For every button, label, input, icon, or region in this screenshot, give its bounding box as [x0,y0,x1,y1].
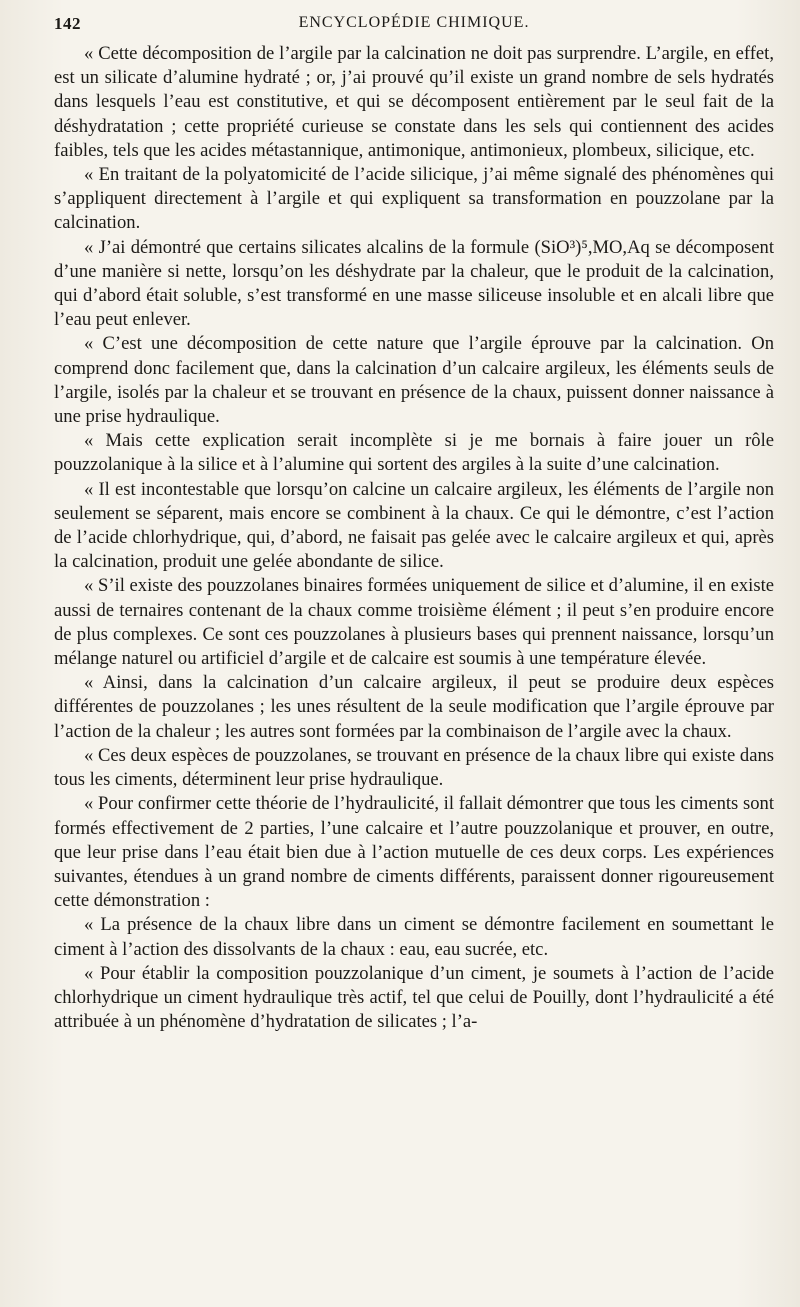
paragraph: « Mais cette explication serait incomplète si je me bornais à faire jouer un rôle pouzzolanique à la silice et à l’alumine qui sortent des argiles à la suite d’une calcination. [54,430,774,476]
paragraph: « En traitant de la polyatomicité de l’acide silicique, j’ai même signalé des phénomènes qui s’appliquent directement à l’argile et qui expliquent sa transformation en pouzzolane par la calcination. [54,164,774,234]
paragraph: « Pour établir la composition pouzzolanique d’un ciment, je soumets à l’action de l’acide chlorhydrique un ciment hydraulique très actif, tel que celui de Pouilly, dont l’hydraulicité a été attribuée à un phénomène d’hydratation de silicates ; l’a- [54,962,774,1033]
page-number: 142 [54,14,81,33]
body-text [54,42,774,1034]
paragraph: « S’il existe des pouzzolanes binaires formées uniquement de silice et d’alumine, il en existe aussi de ternaires contenant de la chaux comme troisième élément ; il peut s’en produire encore de plus complexes. Ce sont ces pouzzolanes à plusieurs bases qui prennent naissance, lorsqu’un mélange naturel ou artificiel d’argile et de calcaire est soumis à une température élevée. [54,575,774,670]
paragraph: « J’ai démontré que certains silicates alcalins de la formule (SiO³)⁵,MO,Aq se décomposent d’une manière si nette, lorsqu’on les déshydrate par la chaleur, que le produit de la calcination, qui d’abord était soluble, s’est transformé en une masse siliceuse insoluble et en alcali libre que l’eau peut enlever. [54,236,774,331]
paragraph: « Il est incontestable que lorsqu’on calcine un calcaire argileux, les éléments de l’argile non seulement se séparent, mais encore se combinent à la chaux. Ce qui le démontre, c’est l’action de l’acide chlorhydrique, qui, d’abord, ne faisait pas gelée avec le calcaire argileux et qui, après la calcination, produit une gelée abondante de silice. [54,478,774,573]
paragraph: « La présence de la chaux libre dans un ciment se démontre facilement en soumettant le ciment à l’action des dissolvants de la chaux : eau, eau sucrée, etc. [54,914,774,960]
running-title: ENCYCLOPÉDIE CHIMIQUE. [298,14,530,31]
paragraph: « Cette décomposition de l’argile par la calcination ne doit pas surprendre. L’argile, en effet, est un silicate d’alumine hydraté ; or, j’ai prouvé qu’il existe un grand nombre de sels hydratés dans lesquels l’eau est constitutive, et qui se décomposent entièrement par le seul fait de la déshydratation ; cette propriété curieuse se constate dans les sels qui contiennent des acides faibles, tels que les acides métastannique, antimonique, antimonieux, plombeux, silicique, etc. [54,43,774,161]
paragraph: « Pour confirmer cette théorie de l’hydraulicité, il fallait démontrer que tous les ciments sont formés effectivement de 2 parties, l’une calcaire et l’autre pouzzolanique et prouver, en outre, que leur prise dans l’eau était bien due à l’action mutuelle de ces deux corps. Les expériences suivantes, étendues à un grand nombre de ciments différents, paraissent donner rigoureusement cette démonstration : [54,793,774,912]
paragraph: « C’est une décomposition de cette nature que l’argile éprouve par la calcination. On comprend donc facilement que, dans la calcination d’un calcaire argileux, les éléments seuls de l’argile, isolés par la chaleur et se trouvant en présence de la chaux, puissent donner naissance à une prise hydraulique. [54,333,774,428]
paragraph: « Ainsi, dans la calcination d’un calcaire argileux, il peut se produire deux espèces différentes de pouzzolanes ; les unes résultent de la seule modification que l’argile éprouve par l’action de la chaleur ; les autres sont formées par la combinaison de l’argile avec la chaux. [54,672,774,742]
paragraph: « Ces deux espèces de pouzzolanes, se trouvant en présence de la chaux libre qui existe dans tous les ciments, déterminent leur prise hydraulique. [54,744,774,791]
running-header [54,14,774,38]
